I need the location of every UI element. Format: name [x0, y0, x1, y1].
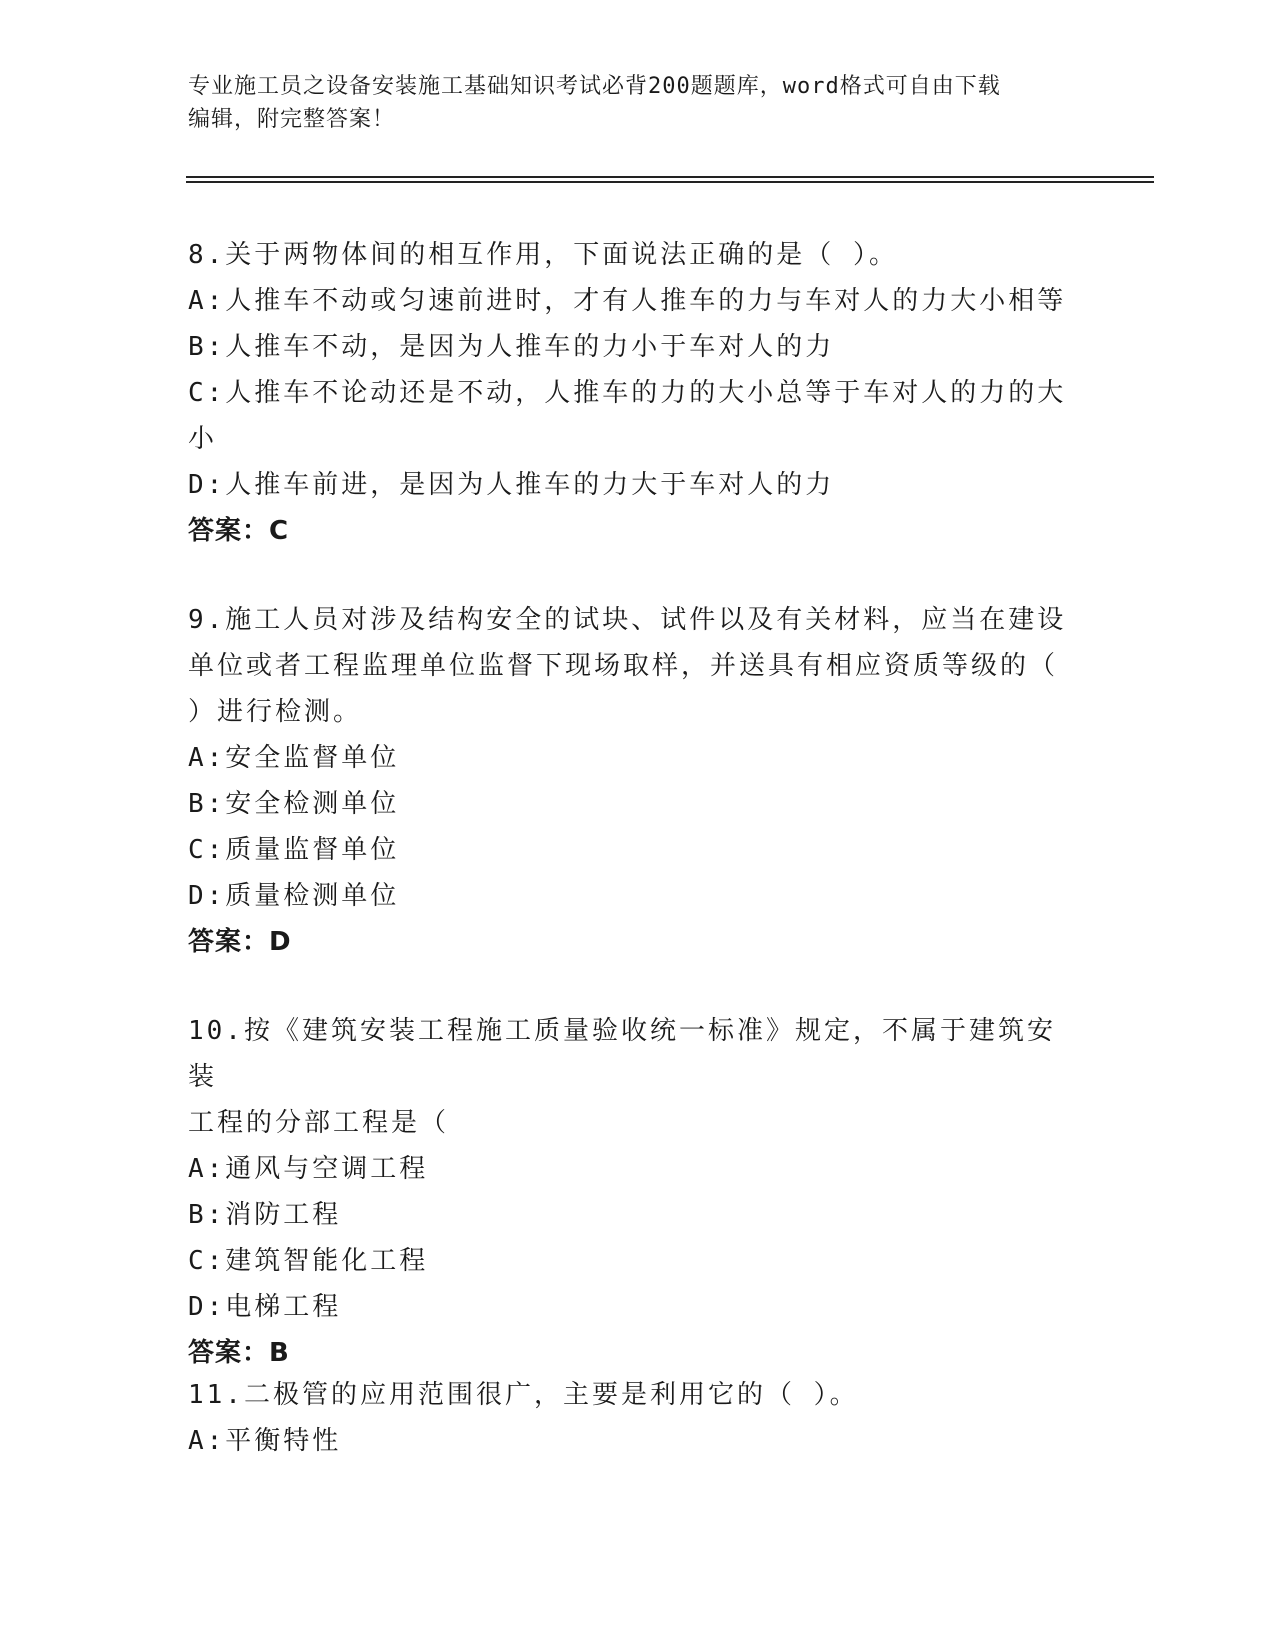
question-stem: 11.二极管的应用范围很广，主要是利用它的（ ）。 — [188, 1380, 859, 1410]
question-stem-continued: ）进行检测。 — [188, 697, 363, 727]
question-10 — [188, 1008, 1078, 1376]
answer: 答案：B — [188, 1338, 290, 1368]
question-11 — [188, 1372, 1078, 1464]
document-header — [188, 70, 1088, 136]
option-c: C:质量监督单位 — [188, 835, 400, 865]
option-c: C:人推车不论动还是不动，人推车的力的大小总等于车对人的力的大 — [188, 378, 1067, 408]
answer: 答案：D — [188, 927, 292, 957]
option-a: A:安全监督单位 — [188, 743, 400, 773]
header-divider-bottom — [186, 181, 1154, 183]
header-line-2: 编辑，附完整答案！ — [188, 107, 396, 132]
answer: 答案：C — [188, 516, 290, 546]
option-c-continued: 小 — [188, 424, 218, 454]
option-b: B:人推车不动，是因为人推车的力小于车对人的力 — [188, 332, 835, 362]
option-b: B:安全检测单位 — [188, 789, 400, 819]
question-stem: 9.施工人员对涉及结构安全的试块、试件以及有关材料，应当在建设 — [188, 605, 1067, 635]
question-stem: 10.按《建筑安装工程施工质量验收统一标准》规定，不属于建筑安装 — [188, 1016, 1056, 1092]
option-a: A:平衡特性 — [188, 1426, 342, 1456]
question-stem: 8.关于两物体间的相互作用，下面说法正确的是（ ）。 — [188, 240, 898, 270]
option-a: A:通风与空调工程 — [188, 1154, 429, 1184]
option-d: D:人推车前进，是因为人推车的力大于车对人的力 — [188, 470, 835, 500]
option-b: B:消防工程 — [188, 1200, 342, 1230]
question-stem-continued: 单位或者工程监理单位监督下现场取样，并送具有相应资质等级的（ — [188, 651, 1059, 681]
question-8 — [188, 232, 1078, 554]
question-9 — [188, 597, 1078, 965]
option-c: C:建筑智能化工程 — [188, 1246, 429, 1276]
question-stem-continued: 工程的分部工程是（ — [188, 1108, 450, 1138]
option-d: D:质量检测单位 — [188, 881, 400, 911]
header-divider-top — [186, 176, 1154, 178]
header-line-1: 专业施工员之设备安装施工基础知识考试必背200题题库，word格式可自由下载 — [188, 74, 1001, 99]
option-d: D:电梯工程 — [188, 1292, 342, 1322]
option-a: A:人推车不动或匀速前进时，才有人推车的力与车对人的力大小相等 — [188, 286, 1067, 316]
